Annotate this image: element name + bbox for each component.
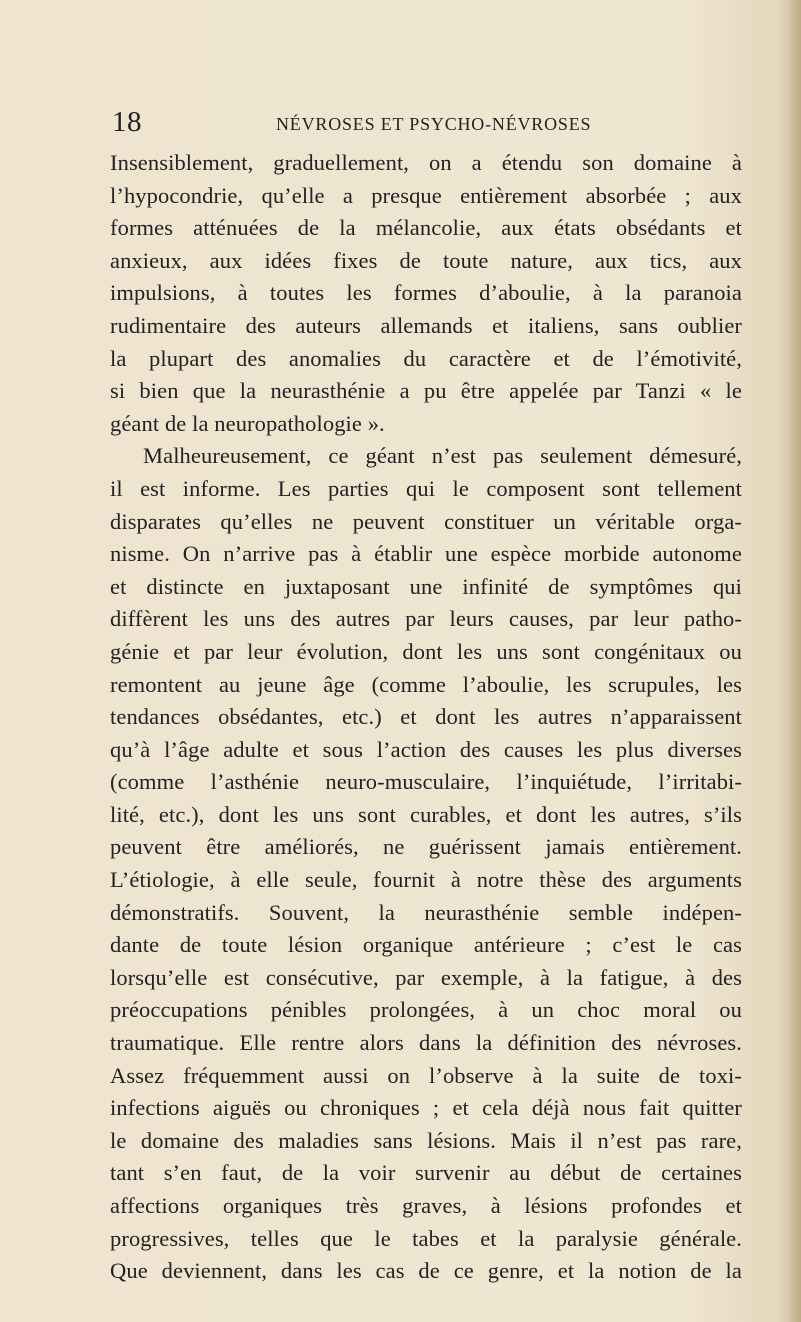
text-line: géant de la neuropathologie ».	[110, 410, 385, 436]
text-line: rudimentaire des auteurs allemands et italiens, sans oublier	[110, 312, 742, 338]
text-line: peuvent être améliorés, ne guérissent jamais entièrement.	[110, 834, 742, 860]
text-line: formes atténuées de la mélancolie, aux états obsédants et	[110, 215, 742, 241]
text-line: le domaine des maladies sans lésions. Mais il n’est pas rare,	[110, 1127, 742, 1153]
text-line: lité, etc.), dont les uns sont curables, et dont les autres, s’ils	[110, 801, 742, 827]
text-line: L’étiologie, à elle seule, fournit à notre thèse des arguments	[110, 867, 742, 893]
text-line: disparates qu’elles ne peuvent constituer un véritable orga-	[110, 508, 742, 534]
text-line: préoccupations pénibles prolongées, à un choc moral ou	[110, 997, 742, 1023]
text-line: il est informe. Les parties qui le composent sont tellement	[110, 475, 742, 501]
text-line: Malheureusement, ce géant n’est pas seulement démesuré,	[143, 443, 742, 469]
page-header	[108, 106, 744, 142]
text-line: la plupart des anomalies du caractère et de l’émotivité,	[110, 345, 742, 371]
text-line: infections aiguës ou chroniques ; et cela déjà nous fait quitter	[110, 1095, 742, 1121]
page-number: 18	[112, 106, 142, 138]
text-line: et distincte en juxtaposant une infinité de symptômes qui	[110, 573, 742, 599]
text-line: traumatique. Elle rentre alors dans la définition des névroses.	[110, 1030, 742, 1056]
paragraph-2	[110, 440, 742, 1287]
text-line: anxieux, aux idées fixes de toute nature, aux tics, aux	[110, 247, 742, 273]
text-line: démonstratifs. Souvent, la neurasthénie semble indépen-	[110, 899, 742, 925]
text-line: tendances obsédantes, etc.) et dont les autres n’apparaissent	[110, 704, 742, 730]
text-line: l’hypocondrie, qu’elle a presque entièrement absorbée ; aux	[110, 182, 742, 208]
text-line: remontent au jeune âge (comme l’aboulie, les scrupules, les	[110, 671, 742, 697]
text-line: progressives, telles que le tabes et la paralysie générale.	[110, 1225, 742, 1251]
text-line: génie et par leur évolution, dont les uns sont congénitaux ou	[110, 638, 742, 664]
text-line: dante de toute lésion organique antérieure ; c’est le cas	[110, 932, 742, 958]
text-line: qu’à l’âge adulte et sous l’action des causes les plus diverses	[110, 736, 742, 762]
text-line: si bien que la neurasthénie a pu être appelée par Tanzi « le	[110, 378, 742, 404]
running-title: NÉVROSES ET PSYCHO-NÉVROSES	[276, 114, 592, 134]
text-line: nisme. On n’arrive pas à établir une espèce morbide autonome	[110, 541, 742, 567]
text-line: lorsqu’elle est consécutive, par exemple, à la fatigue, à des	[110, 964, 742, 990]
text-line: (comme l’asthénie neuro-musculaire, l’inquiétude, l’irritabi-	[110, 769, 742, 795]
text-line: impulsions, à toutes les formes d’aboulie, à la paranoia	[110, 280, 742, 306]
text-line: Que deviennent, dans les cas de ce genre, et la notion de la	[110, 1258, 742, 1284]
text-line: tant s’en faut, de la voir survenir au début de certaines	[110, 1160, 742, 1186]
text-line: diffèrent les uns des autres par leurs causes, par leur patho-	[110, 606, 742, 632]
text-line: affections organiques très graves, à lésions profondes et	[110, 1193, 742, 1218]
text-line: Insensiblement, graduellement, on a étendu son domaine à	[110, 150, 742, 175]
paragraph-1	[110, 147, 742, 440]
page-edge-shadow	[787, 0, 801, 1322]
text-line: Assez fréquemment aussi on l’observe à la suite de toxi-	[110, 1062, 742, 1088]
body-text	[110, 147, 742, 1288]
